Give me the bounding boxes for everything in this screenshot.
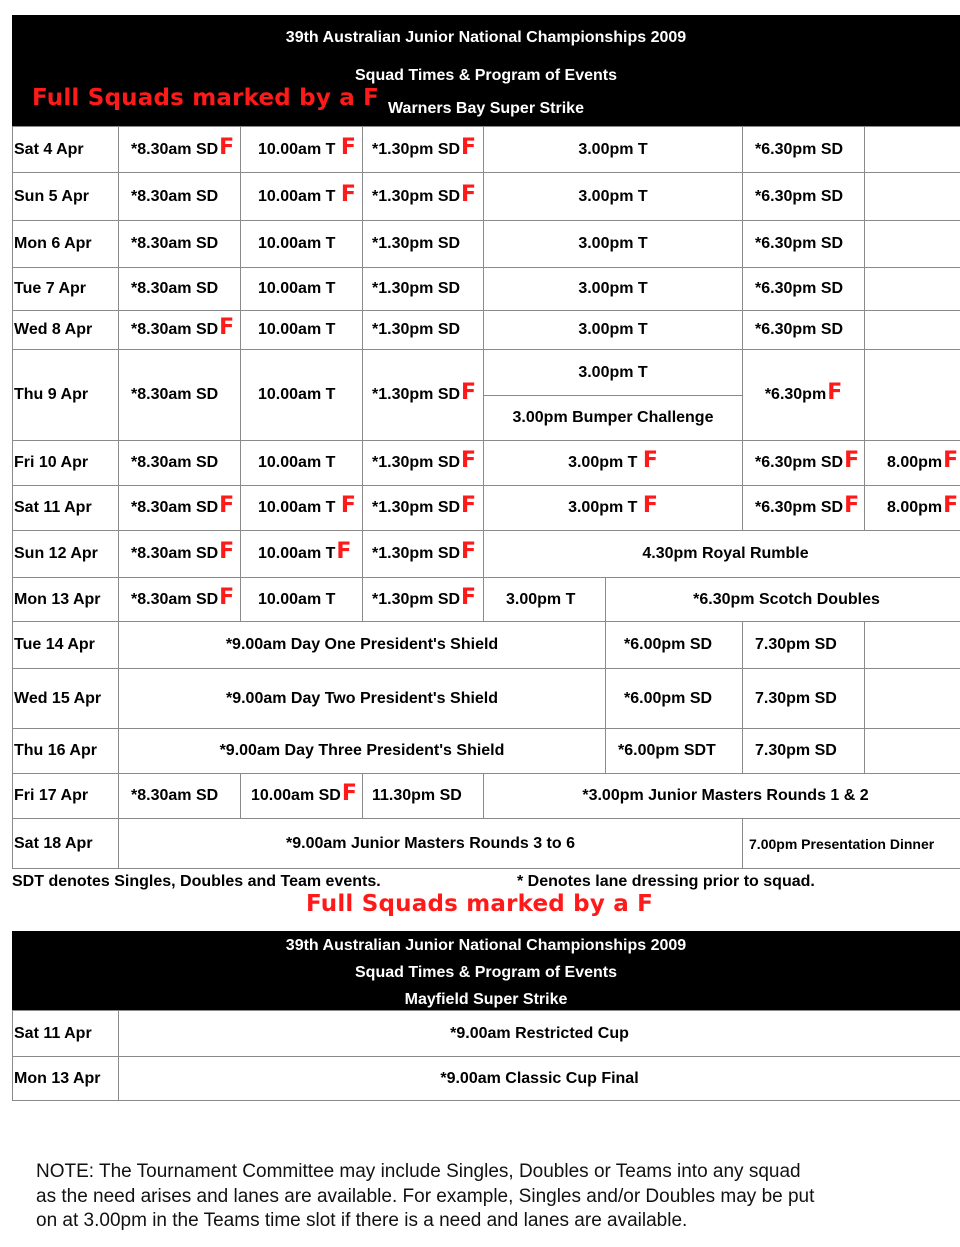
squad-cell: 3.00pm T — [484, 173, 743, 221]
header-subtitle: Squad Times & Program of Events — [355, 67, 617, 84]
squad-cell: *6.30pm Scotch Doubles — [606, 578, 960, 622]
squad-cell: *6.30pm SDF — [743, 486, 865, 531]
empty-cell — [865, 127, 960, 173]
day-cell: Thu 9 Apr — [13, 350, 119, 441]
full-squad-mark: F — [461, 448, 477, 473]
full-squad-mark: F — [219, 539, 235, 564]
squad-cell: 10.00am T — [241, 311, 363, 350]
full-squads-note-bottom: Full Squads marked by a F — [306, 891, 654, 917]
event-cell: *9.00am Restricted Cup — [119, 1011, 960, 1057]
squad-cell: 10.00am T — [241, 350, 363, 441]
empty-cell — [865, 268, 960, 311]
squad-cell: *1.30pm SD — [363, 311, 484, 350]
day-cell: Wed 8 Apr — [13, 311, 119, 350]
full-squad-mark: F — [827, 380, 843, 405]
full-squad-mark: F — [943, 448, 959, 473]
squad-cell: 10.00am T — [241, 441, 363, 486]
squad-cell: *1.30pm SDF — [363, 350, 484, 441]
table-row — [13, 531, 960, 578]
table-row — [13, 819, 960, 869]
full-squad-mark: F — [219, 315, 235, 340]
squad-cell: *8.30am SDF — [119, 531, 241, 578]
squad-cell: *1.30pm SDF — [363, 578, 484, 622]
day-cell: Fri 10 Apr — [13, 441, 119, 486]
squad-cell: *6.00pm SD — [606, 622, 743, 669]
squad-cell: 3.00pm T — [484, 578, 606, 622]
day-cell: Mon 6 Apr — [13, 221, 119, 268]
mayfield-schedule — [12, 1010, 960, 1101]
day-cell: Sat 11 Apr — [13, 1011, 119, 1057]
full-squad-mark: F — [642, 493, 658, 518]
squad-cell: 7.30pm SD — [743, 622, 865, 669]
table-row — [13, 127, 960, 173]
squad-cell: *6.00pm SDT — [606, 729, 743, 774]
note-line: as the need arises and lanes are available. For example, Singles and/or Doubles may be put — [36, 1185, 815, 1207]
table-row — [13, 774, 960, 819]
day-cell: Wed 15 Apr — [13, 669, 119, 729]
full-squad-mark: F — [340, 134, 356, 160]
table-row — [13, 486, 960, 531]
full-squad-mark: F — [340, 181, 356, 207]
squad-cell: *6.30pm SD — [743, 173, 865, 221]
squad-cell: 10.00am T F — [241, 486, 363, 531]
squad-cell: *9.00am Day One President's Shield — [119, 622, 606, 669]
squad-cell: *1.30pm SDF — [363, 127, 484, 173]
squad-cell: *6.30pm SD — [743, 268, 865, 311]
header-subtitle: Squad Times & Program of Events — [355, 964, 617, 981]
table-row — [13, 173, 960, 221]
squad-cell: 8.00pmF — [865, 486, 960, 531]
squad-cell: 3.00pm Bumper Challenge — [484, 396, 743, 441]
table-row — [13, 669, 960, 729]
full-squad-mark: F — [219, 493, 235, 518]
day-cell: Fri 17 Apr — [13, 774, 119, 819]
squad-cell: *6.30pm SD — [743, 311, 865, 350]
header-title: 39th Australian Junior National Championships 2009 — [285, 29, 687, 46]
header-venue: Warners Bay Super Strike — [388, 100, 584, 117]
squad-cell: *8.30am SDF — [119, 486, 241, 531]
squad-cell: 7.30pm SD — [743, 729, 865, 774]
squad-cell: 3.00pm T — [484, 311, 743, 350]
squad-cell: 3.00pm T — [484, 350, 743, 396]
full-squad-mark: F — [341, 781, 357, 806]
squad-cell: *1.30pm SD — [363, 221, 484, 268]
event-cell: *9.00am Classic Cup Final — [119, 1057, 960, 1101]
squad-cell: *1.30pm SDF — [363, 486, 484, 531]
squad-cell: *9.00am Day Three President's Shield — [119, 729, 606, 774]
full-squad-mark: F — [461, 539, 477, 564]
squad-cell: *8.30am SD — [119, 173, 241, 221]
full-squad-mark: F — [461, 584, 477, 610]
empty-cell — [865, 729, 960, 774]
squad-cell: 10.00am TF — [241, 531, 363, 578]
squad-cell: *8.30am SD — [119, 774, 241, 819]
squad-cell: 3.00pm T — [484, 268, 743, 311]
squad-cell: 7.30pm SD — [743, 669, 865, 729]
squad-cell: *8.30am SDF — [119, 578, 241, 622]
full-squad-mark: F — [219, 134, 235, 160]
squad-cell: 3.00pm T F — [484, 486, 743, 531]
squad-cell: *1.30pm SDF — [363, 441, 484, 486]
squad-cell: *9.00am Junior Masters Rounds 3 to 6 — [119, 819, 743, 869]
sdt-legend: SDT denotes Singles, Doubles and Team events. — [12, 873, 381, 890]
table-row — [13, 1057, 960, 1101]
squad-cell: *8.30am SD — [119, 350, 241, 441]
day-cell: Sat 11 Apr — [13, 486, 119, 531]
empty-cell — [865, 622, 960, 669]
table-row — [13, 578, 960, 622]
squad-cell: 8.00pmF — [865, 441, 960, 486]
full-squad-mark: F — [461, 181, 477, 207]
day-cell: Sat 4 Apr — [13, 127, 119, 173]
table-row — [13, 268, 960, 311]
squad-cell: *6.00pm SD — [606, 669, 743, 729]
full-squad-mark: F — [844, 493, 860, 518]
table-row — [13, 1011, 960, 1057]
squad-cell: 3.00pm T F — [484, 441, 743, 486]
day-cell: Tue 14 Apr — [13, 622, 119, 669]
squad-cell: *3.00pm Junior Masters Rounds 1 & 2 — [484, 774, 960, 819]
squad-cell: 3.00pm T — [484, 221, 743, 268]
committee-note — [36, 1160, 936, 1234]
squad-cell: *8.30am SDF — [119, 311, 241, 350]
squad-cell: 10.00am SDF — [241, 774, 363, 819]
table-row — [13, 350, 960, 396]
squad-cell: 10.00am T F — [241, 127, 363, 173]
day-cell: Sun 5 Apr — [13, 173, 119, 221]
squad-cell: *6.30pm SD — [743, 221, 865, 268]
empty-cell — [865, 350, 960, 441]
empty-cell — [865, 221, 960, 268]
full-squad-mark: F — [336, 539, 352, 564]
full-squad-mark: F — [461, 493, 477, 518]
squad-cell: 10.00am T — [241, 221, 363, 268]
squad-cell: *8.30am SD — [119, 268, 241, 311]
mayfield-header — [12, 931, 960, 1010]
squad-cell: 4.30pm Royal Rumble — [484, 531, 960, 578]
full-squad-mark: F — [642, 448, 658, 473]
squad-cell: *8.30am SDF — [119, 127, 241, 173]
squad-cell: *8.30am SD — [119, 221, 241, 268]
squad-cell: 10.00am T — [241, 578, 363, 622]
day-cell: Sun 12 Apr — [13, 531, 119, 578]
full-squad-mark: F — [340, 493, 356, 518]
squad-cell: *1.30pm SD — [363, 268, 484, 311]
table-row — [13, 622, 960, 669]
squad-cell: 11.30pm SD — [363, 774, 484, 819]
table-row — [13, 221, 960, 268]
squad-cell: *6.30pmF — [743, 350, 865, 441]
squad-cell: 3.00pm T — [484, 127, 743, 173]
day-cell: Mon 13 Apr — [13, 1057, 119, 1101]
empty-cell — [865, 173, 960, 221]
full-squad-mark: F — [461, 380, 477, 405]
empty-cell — [865, 669, 960, 729]
table-row — [13, 441, 960, 486]
squad-cell: *6.30pm SD — [743, 127, 865, 173]
squad-cell: *8.30am SD — [119, 441, 241, 486]
header-venue: Mayfield Super Strike — [404, 991, 568, 1008]
star-legend: * Denotes lane dressing prior to squad. — [517, 873, 815, 890]
table-row — [13, 311, 960, 350]
squad-cell: 7.00pm Presentation Dinner — [743, 819, 960, 869]
day-cell: Thu 16 Apr — [13, 729, 119, 774]
note-line: NOTE: The Tournament Committee may include Singles, Doubles or Teams into any squad — [36, 1161, 801, 1182]
note-line: on at 3.00pm in the Teams time slot if there is a need and lanes are available. — [36, 1210, 688, 1231]
full-squad-mark: F — [844, 448, 860, 473]
day-cell: Mon 13 Apr — [13, 578, 119, 622]
header-title: 39th Australian Junior National Championships 2009 — [285, 937, 687, 954]
squad-cell: *1.30pm SDF — [363, 173, 484, 221]
warners-bay-schedule — [12, 126, 960, 869]
squad-cell: *6.30pm SDF — [743, 441, 865, 486]
day-cell: Sat 18 Apr — [13, 819, 119, 869]
squad-cell: 10.00am T F — [241, 173, 363, 221]
day-cell: Tue 7 Apr — [13, 268, 119, 311]
squad-cell: *1.30pm SDF — [363, 531, 484, 578]
table-row — [13, 729, 960, 774]
full-squads-note-top: Full Squads marked by a F — [32, 85, 380, 111]
full-squad-mark: F — [461, 134, 477, 160]
full-squad-mark: F — [943, 493, 959, 518]
squad-cell: 10.00am T — [241, 268, 363, 311]
empty-cell — [865, 311, 960, 350]
full-squad-mark: F — [219, 584, 235, 610]
squad-cell: *9.00am Day Two President's Shield — [119, 669, 606, 729]
